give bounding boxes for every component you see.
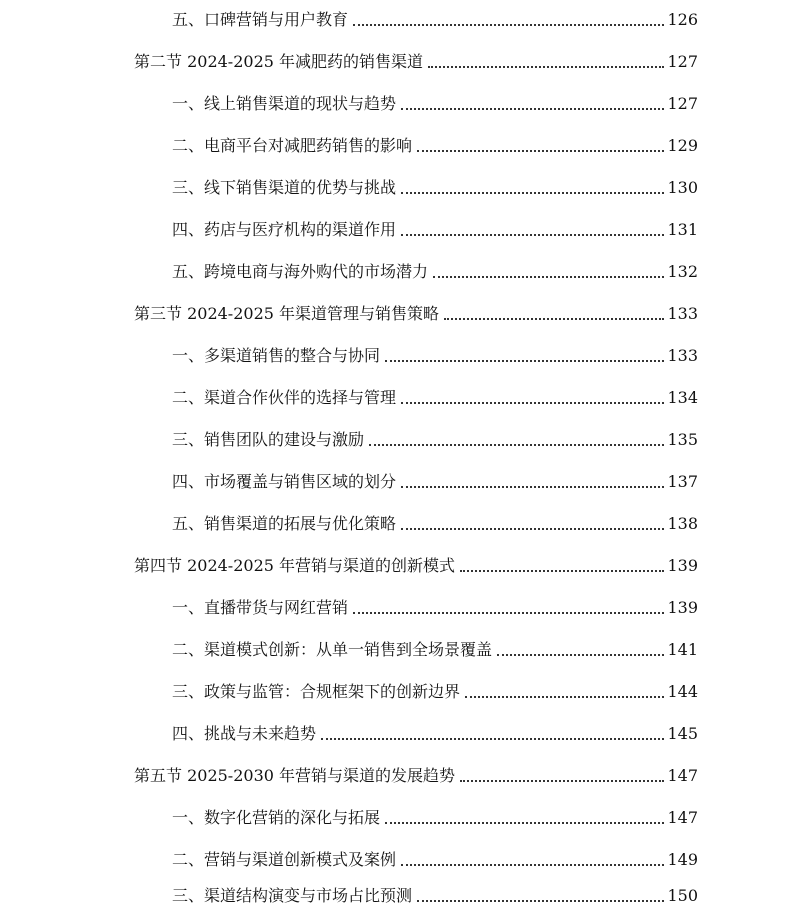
toc-page-number: 127 — [667, 52, 698, 71]
toc-dot-leader — [401, 108, 664, 110]
toc-page-number: 137 — [667, 472, 698, 491]
toc-page-number: 141 — [667, 640, 698, 659]
toc-dot-leader — [433, 276, 664, 278]
toc-page-number: 139 — [667, 598, 698, 617]
toc-entry[interactable] — [172, 798, 698, 828]
toc-entry-title: 五、口碑营销与用户教育 — [172, 10, 349, 29]
toc-page-number: 145 — [667, 724, 698, 743]
toc-page-number: 150 — [667, 886, 698, 905]
toc-entry-title: 三、渠道结构演变与市场占比预测 — [172, 886, 413, 905]
toc-dot-leader — [353, 24, 664, 26]
toc-dot-leader — [401, 864, 664, 866]
toc-dot-leader — [460, 780, 664, 782]
toc-page-number: 147 — [667, 808, 698, 827]
toc-dot-leader — [353, 612, 664, 614]
toc-entry-title: 二、渠道模式创新：从单一销售到全场景覆盖 — [172, 640, 493, 659]
toc-page-number: 134 — [667, 388, 698, 407]
toc-entry-title: 一、线上销售渠道的现状与趋势 — [172, 94, 397, 113]
toc-entry[interactable] — [172, 588, 698, 618]
toc-entry[interactable] — [172, 84, 698, 114]
toc-entry[interactable] — [172, 378, 698, 408]
toc-dot-leader — [497, 654, 664, 656]
toc-entry-title: 五、跨境电商与海外购代的市场潜力 — [172, 262, 429, 281]
toc-entry[interactable] — [172, 168, 698, 198]
toc-dot-leader — [385, 822, 664, 824]
toc-dot-leader — [401, 402, 664, 404]
toc-page-number: 138 — [667, 514, 698, 533]
toc-entry[interactable] — [172, 126, 698, 156]
toc-dot-leader — [401, 528, 664, 530]
toc-dot-leader — [401, 486, 664, 488]
toc-dot-leader — [460, 570, 664, 572]
toc-entry-title: 一、数字化营销的深化与拓展 — [172, 808, 381, 827]
toc-entry-title: 五、销售渠道的拓展与优化策略 — [172, 514, 397, 533]
toc-dot-leader — [369, 444, 664, 446]
toc-page-number: 144 — [667, 682, 698, 701]
toc-entry-title: 四、药店与医疗机构的渠道作用 — [172, 220, 397, 239]
toc-entry-title: 一、多渠道销售的整合与协同 — [172, 346, 381, 365]
toc-dot-leader — [465, 696, 664, 698]
toc-entry[interactable] — [172, 630, 698, 660]
toc-entry[interactable] — [172, 420, 698, 450]
toc-page-number: 126 — [667, 10, 698, 29]
toc-entry[interactable] — [172, 672, 698, 702]
toc-entry-title: 第四节 2024-2025 年营销与渠道的创新模式 — [134, 556, 456, 575]
toc-page-number: 147 — [667, 766, 698, 785]
toc-dot-leader — [401, 192, 664, 194]
toc-page-number: 129 — [667, 136, 698, 155]
toc-dot-leader — [428, 66, 664, 68]
toc-entry[interactable] — [172, 210, 698, 240]
toc-entry[interactable] — [172, 840, 698, 870]
toc-entry-title: 三、销售团队的建设与激励 — [172, 430, 365, 449]
toc-entry-title: 二、营销与渠道创新模式及案例 — [172, 850, 397, 869]
toc-page-number: 133 — [667, 346, 698, 365]
toc-entry[interactable] — [134, 756, 698, 786]
toc-page-number: 135 — [667, 430, 698, 449]
toc-dot-leader — [401, 234, 664, 236]
toc-entry-title: 一、直播带货与网红营销 — [172, 598, 349, 617]
toc-page-number: 127 — [667, 94, 698, 113]
toc-entry-title: 四、挑战与未来趋势 — [172, 724, 317, 743]
toc-page-number: 149 — [667, 850, 698, 869]
toc-dot-leader — [417, 150, 664, 152]
toc-dot-leader — [417, 900, 664, 902]
toc-entry[interactable] — [172, 462, 698, 492]
toc-page-number: 131 — [667, 220, 698, 239]
toc-entry-title: 三、线下销售渠道的优势与挑战 — [172, 178, 397, 197]
toc-entry-title: 第三节 2024-2025 年渠道管理与销售策略 — [134, 304, 440, 323]
toc-entry[interactable] — [134, 546, 698, 576]
toc-page-number: 132 — [667, 262, 698, 281]
toc-entry-title: 第五节 2025-2030 年营销与渠道的发展趋势 — [134, 766, 456, 785]
toc-page-number: 139 — [667, 556, 698, 575]
toc-page-number: 133 — [667, 304, 698, 323]
toc-page-number: 130 — [667, 178, 698, 197]
toc-entry-title: 三、政策与监管：合规框架下的创新边界 — [172, 682, 461, 701]
toc-entry[interactable] — [172, 504, 698, 534]
toc-entry[interactable] — [172, 876, 698, 906]
toc-entry-title: 第二节 2024-2025 年减肥药的销售渠道 — [134, 52, 424, 71]
toc-dot-leader — [321, 738, 664, 740]
toc-entry[interactable] — [134, 294, 698, 324]
toc-entry-title: 二、渠道合作伙伴的选择与管理 — [172, 388, 397, 407]
toc-entry-title: 二、电商平台对减肥药销售的影响 — [172, 136, 413, 155]
toc-entry[interactable] — [172, 336, 698, 366]
toc-entry[interactable] — [172, 252, 698, 282]
toc-entry[interactable] — [134, 42, 698, 72]
toc-entry-title: 四、市场覆盖与销售区域的划分 — [172, 472, 397, 491]
toc-entry[interactable] — [172, 714, 698, 744]
toc-dot-leader — [385, 360, 664, 362]
toc-dot-leader — [444, 318, 664, 320]
toc-entry[interactable] — [172, 0, 698, 30]
